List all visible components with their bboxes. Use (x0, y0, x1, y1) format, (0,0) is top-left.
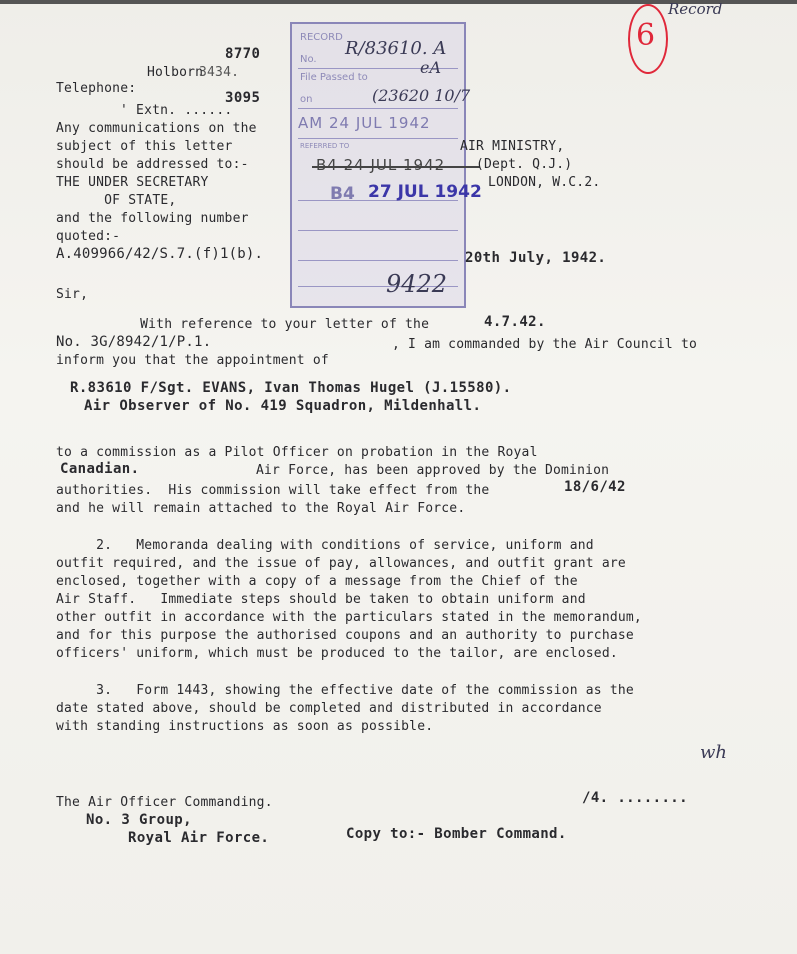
body-line: authorities. His commission will take effect from the (56, 483, 490, 498)
instruction-line: OF STATE, (56, 193, 177, 208)
body-line: date stated above, should be completed and distributed in accordance (56, 701, 602, 716)
body-line: outfit required, and the issue of pay, allowances, and outfit grant are (56, 556, 626, 571)
on-label: on (300, 94, 313, 105)
reference-number: A.409966/42/S.7.(f)1(b). (56, 246, 264, 262)
body-line: enclosed, together with a copy of a message from the Chief of the (56, 574, 578, 589)
body-line: with standing instructions as soon as possible. (56, 719, 434, 734)
addressee-line: Royal Air Force. (128, 830, 270, 846)
handwritten-note: (23620 10/7 (372, 86, 471, 105)
address-line: AIR MINISTRY, (460, 139, 565, 154)
copy-to: Copy to:- Bomber Command. (346, 826, 567, 842)
body-line: to a commission as a Pilot Officer on probation in the Royal (56, 445, 538, 460)
salutation: Sir, (56, 287, 89, 302)
addressee-line: No. 3 Group, (86, 812, 192, 828)
body-line: inform you that the appointment of (56, 353, 329, 368)
letter-date: 20th July, 1942. (465, 250, 607, 266)
instruction-line: and the following number (56, 211, 249, 226)
instruction-line: THE UNDER SECRETARY (56, 175, 209, 190)
body-line: and for this purpose the authorised coupons and an authority to purchase (56, 628, 634, 643)
body-line: With reference to your letter of the (100, 317, 430, 332)
instruction-line: subject of this letter (56, 139, 233, 154)
instruction-line: quoted:- (56, 229, 121, 244)
address-line: (Dept. Q.J.) (476, 157, 573, 172)
exchange-name: Holborn (147, 65, 204, 80)
referred-label: REFERRED TO (300, 142, 350, 150)
telephone-label: Telephone: (56, 81, 137, 96)
instruction-line: Any communications on the (56, 121, 257, 136)
extension-label: ' Extn. ...... (120, 103, 233, 118)
b4-stamp: B4 (330, 184, 355, 204)
body-line: Air Staff. Immediate steps should be taken to obtain uniform and (56, 592, 586, 607)
body-line: officers' uniform, which must be produced to the tailor, are enclosed. (56, 646, 618, 661)
body-line: Air Force, has been approved by the Dominion (256, 463, 610, 478)
body-line: other outfit in accordance with the particulars stated in the memorandum, (56, 610, 642, 625)
body-line: 2. Memoranda dealing with conditions of service, uniform and (56, 538, 594, 553)
strike-line (312, 166, 480, 168)
body-line: , I am commanded by the Air Council to (392, 337, 698, 352)
body-line: and he will remain attached to the Royal Air Force. (56, 501, 466, 516)
reference-date: 4.7.42. (484, 314, 546, 330)
handwritten-ref: R/83610. A (345, 38, 447, 59)
subject-line: Air Observer of No. 419 Squadron, Mildenhall. (84, 398, 482, 414)
extension-number: 3095 (225, 90, 261, 106)
body-line: 3. Form 1443, showing the effective date of the commission as the (56, 683, 634, 698)
address-line: LONDON, W.C.2. (488, 175, 601, 190)
dominion-name: Canadian. (60, 461, 140, 477)
top-right-note: Record (668, 0, 723, 18)
records-label: RECORD (300, 32, 343, 43)
signature-line: /4. ........ (582, 790, 688, 806)
received-date-stamp: 27 JUL 1942 (368, 182, 482, 202)
old-number: 3434. (199, 65, 240, 80)
struck-stamp: B4 24 JUL 1942 (316, 156, 446, 174)
effective-date: 18/6/42 (564, 479, 626, 495)
subject-line: R.83610 F/Sgt. EVANS, Ivan Thomas Hugel (J.15580). (70, 380, 512, 396)
reference-no: No. 3G/8942/1/P.1. (56, 334, 212, 350)
initials: wh (700, 742, 727, 763)
addressee-line: The Air Officer Commanding. (56, 795, 273, 810)
no-label: No. (300, 54, 317, 65)
handwritten-ref-suffix: eA (420, 58, 442, 77)
red-number: 6 (636, 18, 656, 53)
instruction-line: should be addressed to:- (56, 157, 249, 172)
phone-number: 8770 (225, 46, 261, 62)
file-number: 9422 (386, 270, 448, 298)
am-date-stamp: AM 24 JUL 1942 (298, 114, 431, 132)
file-passed-label: File Passed to (300, 72, 368, 83)
